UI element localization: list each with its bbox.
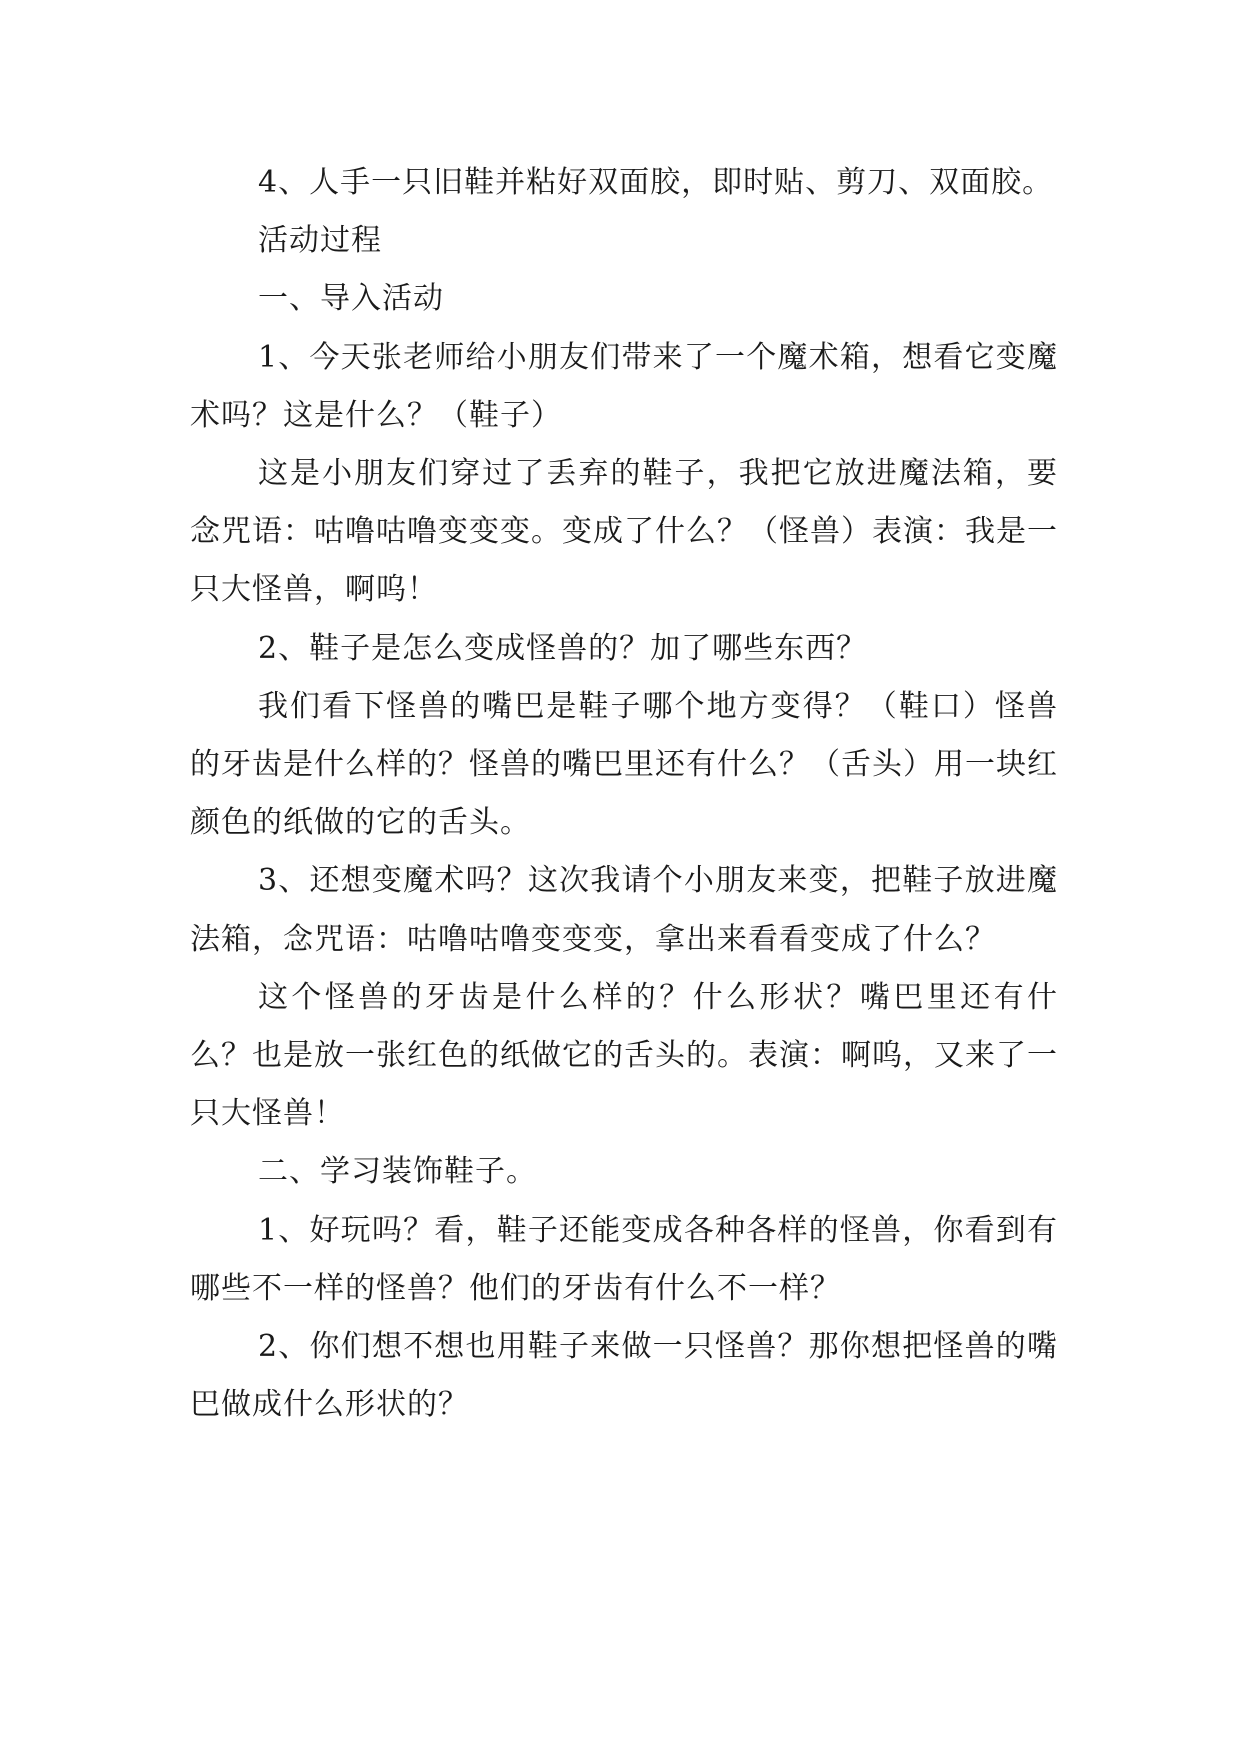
paragraph-intro-2-detail: 我们看下怪兽的嘴巴是鞋子哪个地方变得？（鞋口）怪兽的牙齿是什么样的？怪兽的嘴巴里还有什么？（舌头）用一块红颜色的纸做的它的舌头。: [190, 688, 1058, 841]
paragraph-materials: 4、人手一只旧鞋并粘好双面胶，即时贴、剪刀、双面胶。: [258, 165, 1054, 200]
paragraph-decorate-2: 2、你们想不想也用鞋子来做一只怪兽？那你想把怪兽的嘴巴做成什么形状的？: [190, 1329, 1058, 1423]
paragraph-intro-1-detail: 这是小朋友们穿过了丢弃的鞋子，我把它放进魔法箱，要念咒语：咕噜咕噜变变变。变成了什么？（怪兽）表演：我是一只大怪兽，啊呜！: [190, 456, 1058, 608]
document-body: [190, 154, 1058, 1434]
heading-learn-decorating: 二、学习装饰鞋子。: [258, 1154, 537, 1190]
paragraph-intro-2: 2、鞋子是怎么变成怪兽的？加了哪些东西？: [258, 630, 868, 666]
paragraph-intro-1: 1、今天张老师给小朋友们带来了一个魔术箱，想看它变魔术吗？这是什么？（鞋子）: [190, 339, 1058, 433]
paragraph-intro-3-detail: 这个怪兽的牙齿是什么样的？什么形状？嘴巴里还有什么？也是放一张红色的纸做它的舌头的。表演：啊呜，又来了一只大怪兽！: [190, 979, 1058, 1132]
paragraph-intro-3: 3、还想变魔术吗？这次我请个小朋友来变，把鞋子放进魔法箱，念咒语：咕噜咕噜变变变，拿出来看看变成了什么？: [190, 863, 1058, 957]
heading-intro-activity: 一、导入活动: [258, 281, 444, 317]
heading-activity-process: 活动过程: [258, 223, 382, 259]
paragraph-decorate-1: 1、好玩吗？看，鞋子还能变成各种各样的怪兽，你看到有哪些不一样的怪兽？他们的牙齿有什么不一样？: [190, 1212, 1058, 1306]
